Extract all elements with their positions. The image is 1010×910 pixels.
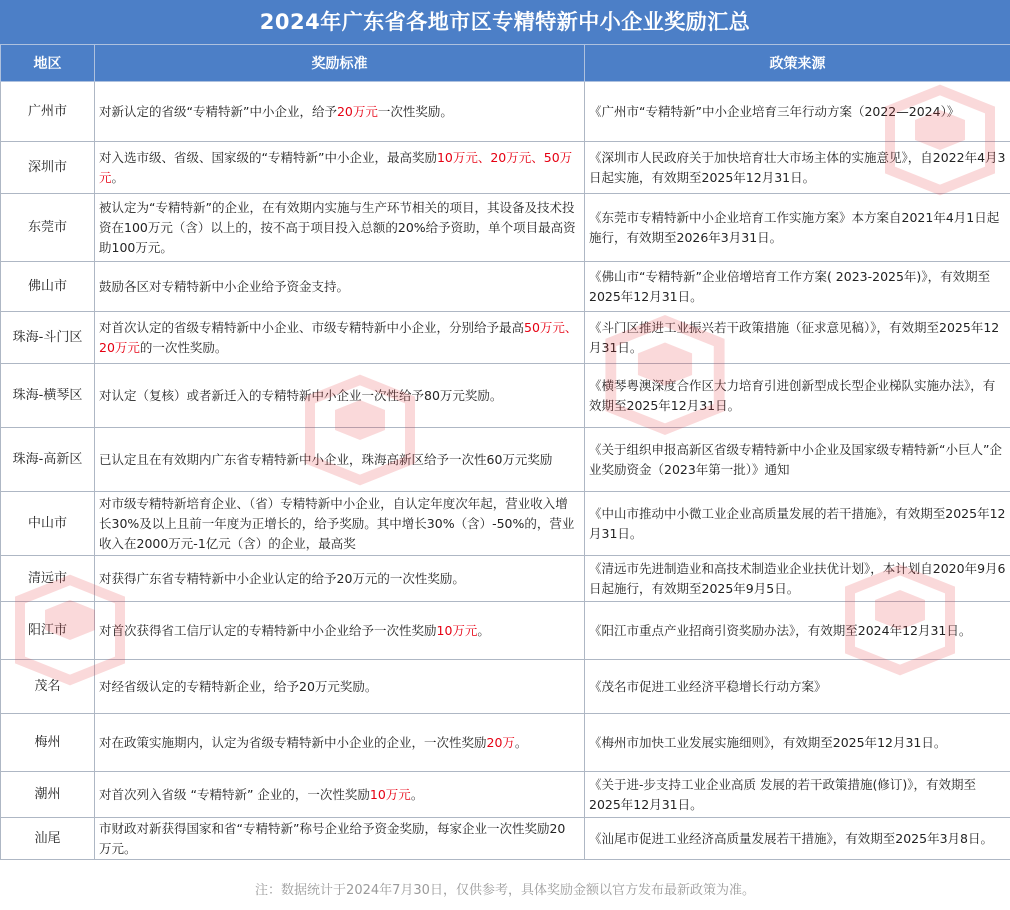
cell-standard [95,142,585,194]
cell-region: 潮州 [1,772,95,818]
table-row [1,556,1010,602]
header-standard: 奖励标准 [95,45,585,82]
cell-standard [95,818,585,860]
standard-text: 。 [477,622,490,638]
table-row [1,428,1010,492]
cell-region: 中山市 [1,492,95,556]
cell-source: 《广州市“专精特新”中小企业培育三年行动方案（2022—2024）》 [585,82,1010,142]
cell-standard [95,312,585,364]
footnote: 注：数据统计于2024年7月30日，仅供参考，具体奖励金额以官方发布最新政策为准。 [255,883,755,898]
table-row [1,602,1010,660]
standard-text: 对在政策实施期内，认定为省级专精特新中小企业的企业，一次性奖励 [99,734,487,750]
table-body [1,82,1010,860]
standard-text: 。 [514,734,528,750]
cell-standard [95,364,585,428]
cell-region: 梅州 [1,714,95,772]
cell-source: 《东莞市专精特新中小企业培育工作实施方案》本方案自2021年4月1日起施行，有效期至2026年3月31日。 [585,194,1010,262]
cell-source: 《深圳市人民政府关于加快培育壮大市场主体的实施意见》，自2022年4月3日起实施，有效期至2025年12月31日。 [585,142,1010,194]
cell-standard [95,428,585,492]
cell-region: 清远市 [1,556,95,602]
cell-region: 阳江市 [1,602,95,660]
table-row [1,364,1010,428]
cell-source: 《佛山市“专精特新”企业倍增培育工作方案( 2023-2025年)》，有效期至2025年12月31日。 [585,262,1010,312]
cell-source: 《阳江市重点产业招商引资奖励办法》，有效期至2024年12月31日。 [585,602,1010,660]
cell-region: 珠海-高新区 [1,428,95,492]
cell-standard [95,492,585,556]
cell-source: 《横琴粤澳深度合作区大力培育引进创新型成长型企业梯队实施办法》，有效期至2025年12月31日。 [585,364,1010,428]
header-region: 地区 [1,45,95,82]
table-row [1,194,1010,262]
cell-source: 《梅州市加快工业发展实施细则》，有效期至2025年12月31日。 [585,714,1010,772]
cell-standard [95,714,585,772]
standard-text: 已认定且在有效期内广东省专精特新中小企业，珠海高新区给予一次性60万元奖励 [99,451,553,467]
highlighted-amount: 10万元 [369,786,411,802]
cell-region: 珠海-横琴区 [1,364,95,428]
cell-source: 《茂名市促进工业经济平稳增长行动方案》 [585,660,1010,714]
table-row [1,312,1010,364]
cell-region: 汕尾 [1,818,95,860]
table-row [1,660,1010,714]
standard-text: 对入选市级、省级、国家级的“专精特新”中小企业，最高奖励 [99,149,437,165]
cell-source: 《斗门区推进工业振兴若干政策措施（征求意见稿）》，有效期至2025年12月31日。 [585,312,1010,364]
standard-text: 对认定（复核）或者新迁入的专精特新中小企业一次性给予80万元奖励。 [99,387,503,403]
cell-source: 《清远市先进制造业和高技术制造业企业扶优计划》，本计划自2020年9月6日起施行，有效期至2025年9月5日。 [585,556,1010,602]
cell-standard [95,556,585,602]
highlighted-amount: 20万 [486,734,515,750]
highlighted-amount: 20万元 [336,103,378,119]
page-title: 2024年广东省各地市区专精特新中小企业奖励汇总 [0,0,1010,44]
cell-standard [95,82,585,142]
standard-text: 市财政对新获得国家和省“专精特新”称号企业给予资金奖励，每家企业一次性奖励20 万元。 [99,820,566,856]
highlighted-amount: 50万元、20万元 [99,319,578,355]
standard-text: 对首次获得省工信厅认定的专精特新中小企业给予一次性奖励 [99,622,437,638]
table-row [1,772,1010,818]
table-row [1,142,1010,194]
standard-text: 。 [111,169,125,185]
standard-text: 对市级专精特新培育企业、（省）专精特新中小企业，自认定年度次年起，营业收入增长30%及以上且前一年度为正增长的，给予奖励。其中增长30%（含）-50%的，营业收入在2000万元-1亿元（含）的企业，最高奖 [99,495,575,551]
cell-source: 《关于进-步支持工业企业高质 发展的若干政策措施(修订)》，有效期至2025年12月31日。 [585,772,1010,818]
table-row [1,262,1010,312]
reward-table [0,44,1010,860]
cell-source: 《中山市推动中小微工业企业高质量发展的若干措施》，有效期至2025年12月31日。 [585,492,1010,556]
table-header-row [1,45,1010,82]
standard-text: 。 [410,786,424,802]
cell-region: 佛山市 [1,262,95,312]
table-row [1,82,1010,142]
standard-text: 的一次性奖励。 [139,339,228,355]
cell-region: 深圳市 [1,142,95,194]
cell-standard [95,194,585,262]
cell-region: 东莞市 [1,194,95,262]
cell-region: 珠海-斗门区 [1,312,95,364]
cell-standard [95,772,585,818]
cell-source: 《关于组织申报高新区省级专精特新中小企业及国家级专精特新“小巨人”企业奖励资金（2023年第一批）》通知 [585,428,1010,492]
standard-text: 被认定为“专精特新”的企业，在有效期内实施与生产环节相关的项目，其设备及技术投资在100万元（含）以上的，按不高于项目投入总额的20%给予资助，单个项目最高资助100万元。 [99,199,576,255]
highlighted-amount: 10万元 [436,622,478,638]
cell-region: 茂名 [1,660,95,714]
standard-text: 鼓励各区对专精特新中小企业给予资金支持。 [99,278,350,294]
standard-text: 一次性奖励。 [377,103,453,119]
header-source: 政策来源 [585,45,1010,82]
cell-region: 广州市 [1,82,95,142]
table-row [1,492,1010,556]
highlighted-amount: 10万元、20万元、50万元 [99,149,573,185]
cell-standard [95,660,585,714]
table-row [1,818,1010,860]
standard-text: 对获得广东省专精特新中小企业认定的给予20万元的一次性奖励。 [99,570,465,586]
standard-text: 对首次列入省级 “专精特新” 企业的，一次性奖励 [99,786,370,802]
standard-text: 对首次认定的省级专精特新中小企业、市级专精特新中小企业，分别给予最高 [99,319,525,335]
cell-standard [95,262,585,312]
table-row [1,714,1010,772]
cell-standard [95,602,585,660]
standard-text: 对新认定的省级“专精特新”中小企业，给予 [99,103,337,119]
cell-source: 《汕尾市促进工业经济高质量发展若干措施》，有效期至2025年3月8日。 [585,818,1010,860]
standard-text: 对经省级认定的专精特新企业，给予20万元奖励。 [99,678,378,694]
